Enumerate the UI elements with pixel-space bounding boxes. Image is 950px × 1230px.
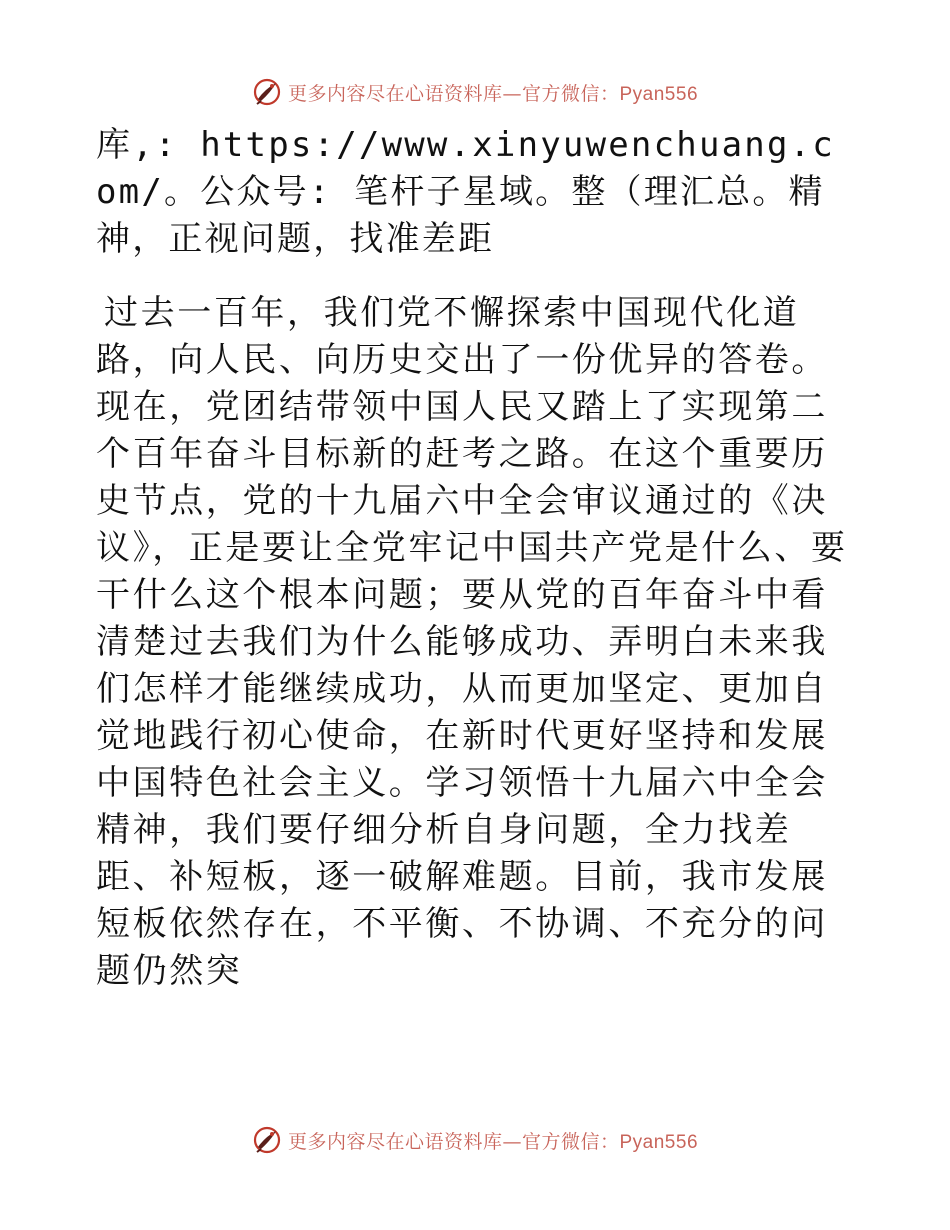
header-banner bbox=[0, 72, 950, 112]
footer-banner-text bbox=[288, 1127, 698, 1154]
document-body bbox=[96, 122, 856, 995]
footer-banner-label: 更多内容尽在心语资料库—官方微信： bbox=[287, 1130, 620, 1153]
header-banner-text bbox=[288, 79, 698, 106]
header-banner-label: 更多内容尽在心语资料库—官方微信： bbox=[287, 82, 620, 105]
footer-banner-wechat: Pyan556 bbox=[619, 1131, 699, 1153]
footer-banner bbox=[0, 1120, 950, 1160]
header-banner-wechat: Pyan556 bbox=[619, 83, 699, 105]
pen-nib-logo-icon bbox=[252, 77, 282, 107]
pen-nib-logo-icon bbox=[252, 1125, 282, 1155]
intro-paragraph: 库,: https://www.xinyuwenchuang.com/。公众号: 笔杆子星域。整（理汇总。精神，正视问题，找准差距 bbox=[96, 125, 835, 259]
main-paragraph: 过去一百年，我们党不懈探索中国现代化道路，向人民、向历史交出了一份优异的答卷。现在，党团结带领中国人民又踏上了实现第二个百年奋斗目标新的赶考之路。在这个重要历史节点，党的十九届六中全会审议通过的《决议》，正是要让全党牢记中国共产党是什么、要干什么这个根本问题；要从党的百年奋斗中看清楚过去我们为什么能够成功、弄明白未来我们怎样才能继续成功，从而更加坚定、更加自觉地践行初心使命，在新时代更好坚持和发展中国特色社会主义。学习领悟十九届六中全会精神，我们要仔细分析自身问题，全力找差距、补短板，逐一破解难题。目前，我市发展短板依然存在，不平衡、不协调、不充分的问题仍然突 bbox=[96, 293, 848, 991]
